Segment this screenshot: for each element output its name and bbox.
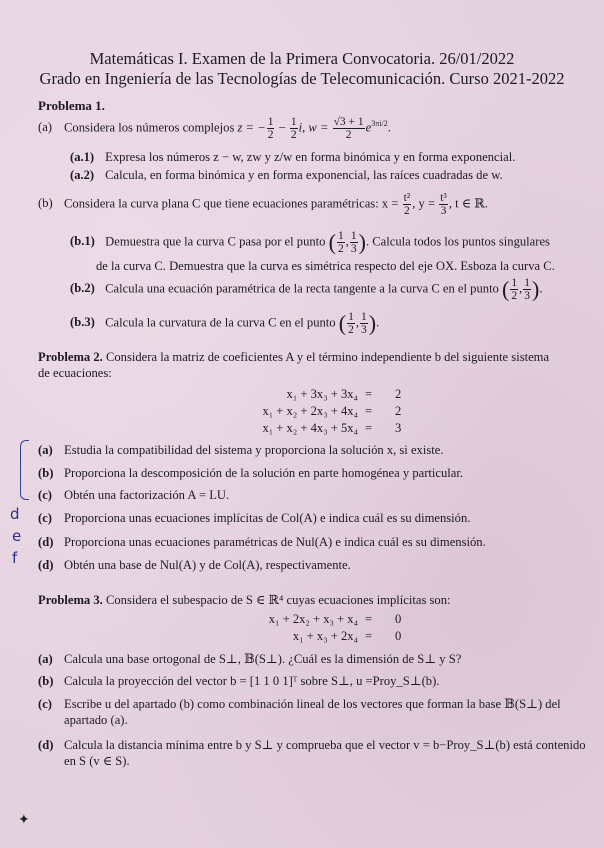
math: . [387,120,391,135]
equation-row [200,387,410,403]
equation-row [200,404,410,420]
item-text: Calcula la proyección del vector b = [1 1 0 1]ᵀ sobre S⊥, u =Proy_S⊥(b). [64,674,440,688]
list-item [38,652,461,667]
item-text: Considera la curva plana C que tiene ecuaciones paramétricas: x = [64,196,402,211]
item-text: Expresa los números z − w, zw y z/w en forma binómica y en forma exponencial. [105,150,516,164]
num: 1 [348,311,354,323]
item-label: (b) [38,466,54,480]
item-text: Proporciona unas ecuaciones paramétricas de Nul(A) e indica cuál es su dimensión. [64,535,486,549]
equation-lhs: x₁ + 3x₃ + 3x₄ [286,387,358,401]
num: √3 + 1 [333,116,364,128]
num: 1 [290,116,297,128]
item-label: (a) [38,120,52,135]
fraction [360,311,368,336]
exponent: 3πi/2 [371,119,388,129]
equation-sign: = [365,629,373,643]
fraction [267,116,275,141]
problem-2-intro [38,350,549,365]
equation-row [200,612,410,628]
num: t² [403,192,411,204]
intro-text: Considera el subespacio de S ∈ ℝ⁴ cuyas ecuaciones implícitas son: [102,593,451,607]
fraction [523,277,531,302]
problem-1a1 [70,150,515,165]
list-item [38,488,229,503]
equation-rhs: 2 [395,387,402,401]
fraction [333,116,365,141]
star-mark-icon: ✦ [18,812,30,828]
item-text: Escribe u del apartado (b) como combinación lineal de los vectores que forman la base 𝔹(S⊥) del [64,697,561,711]
problem-1b [38,192,488,217]
equation-sign: = [365,612,373,626]
math: z = − [237,120,266,135]
den: 3 [524,290,530,302]
num: 1 [524,277,530,289]
den: 2 [511,290,518,302]
den: 3 [350,243,357,255]
equation-rhs: 0 [395,612,402,626]
item-label: (b.2) [70,281,95,296]
equation-sign: = [365,387,373,401]
problem-1b1-line2: de la curva C. Demuestra que la curva es simétrica respecto del eje OX. Esboza la curva C. [96,259,555,273]
handwritten-letter: f [12,549,18,567]
equation-lhs: x₁ + x₂ + 4x₃ + 5x₄ [262,421,358,435]
item-text: Obtén una base de Nul(A) y de Col(A), respectivamente. [64,558,351,572]
handwritten-letter: d [10,505,20,523]
fraction [337,230,345,255]
problem-1b2: (b.2) Calcula una ecuación paramétrica de la recta tangente a la curva C en el punto ( $\frac{1}{2}$ , $\frac{1}{3}$ ). [70,276,543,302]
item-label: (d) [38,558,54,572]
list-item [38,443,443,458]
problem-1-title: Problema 1. [38,98,105,113]
fraction [347,311,355,336]
den: 2 [345,129,352,141]
item-text: Proporciona la descomposición de la solución en parte homogénea y particular. [64,466,464,480]
item-label: (a) [38,443,53,457]
handwritten-letter: e [12,527,22,545]
fraction [510,277,518,302]
math: , [519,281,523,296]
num: 1 [267,116,274,128]
math: , [355,315,359,330]
math: . [539,281,543,296]
problem-2-intro-line2: de ecuaciones: [38,366,112,380]
exam-title: Matemáticas I. Examen de la Primera Convocatoria. 26/01/2022 [89,49,515,68]
list-item [38,738,586,753]
den: 2 [267,129,274,141]
list-item [38,697,561,712]
problem-1a2 [70,168,503,183]
item-text: Obtén una factorización A = LU. [64,488,230,502]
equation-lhs: x₁ + 2x₂ + x₃ + x₄ [268,612,358,626]
list-item [38,674,439,689]
fraction [290,116,298,141]
item-text: Calcula una base ortogonal de S⊥, 𝔹(S⊥). ¿Cuál es la dimensión de S⊥ y S? [64,652,462,666]
item-label: (c) [38,697,52,711]
problem-3-intro [38,593,451,608]
item-label: (a.2) [70,168,95,182]
intro-text: Considera la matriz de coeficientes A y el término independiente b del siguiente sistema [102,350,550,364]
list-item [38,511,470,526]
num: t³ [440,192,447,204]
math: i, w = [298,120,332,135]
den: 2 [337,243,344,255]
list-item [38,558,351,573]
item-label: (c) [38,511,52,525]
equation-row [200,421,410,437]
num: 1 [360,311,367,323]
equation-row [200,629,410,645]
equation-sign: = [365,404,373,418]
item-label: (b.3) [70,315,95,330]
math: , [345,234,349,249]
fraction [403,192,412,217]
item-label: (c) [38,488,52,502]
item-text: Calcula, en forma binómica y en forma exponencial, las raíces cuadradas de w. [105,168,503,182]
math: , t ∈ ℝ. [448,196,488,211]
item-label: (d) [38,535,54,549]
item-text: Proporciona unas ecuaciones implícitas de Col(A) e indica cuál es su dimensión. [64,511,471,525]
list-item [38,466,463,481]
fraction [350,230,358,255]
item-text-continued: en S (v ∈ S). [64,754,130,768]
math: , y = [412,196,439,211]
item-text: Calcula la distancia mínima entre b y S⊥ y comprueba que el vector v = b−Proy_S⊥(b) está contenido [64,738,586,752]
den: 2 [290,129,297,141]
item-text: Demuestra que la curva C pasa por el punto [105,234,329,249]
item-text: Considera los números complejos [64,120,238,135]
math: − [275,120,289,135]
item-text: Calcula una ecuación paramétrica de la recta tangente a la curva C en el punto [105,281,503,296]
den: 2 [348,324,354,336]
den: 3 [360,324,367,336]
item-text: Calcula la curvatura de la curva C en el punto [105,315,339,330]
item-text: Estudia la compatibilidad del sistema y proporciona la solución x, si existe. [64,443,444,457]
item-label: (b) [38,196,53,211]
item-text: . Calcula todos los puntos singulares [365,234,550,249]
problem-1b3: (b.3) Calcula la curvatura de la curva C en el punto ( $\frac{1}{2}$ , $\frac{1}{3}$ ). [70,310,380,336]
equation-rhs: 3 [395,421,402,435]
num: 1 [511,277,518,289]
item-label: (b) [38,674,54,688]
problem-2-title: Problema 2. [38,350,103,364]
equation-rhs: 2 [395,404,402,418]
list-item [38,535,486,550]
den: 3 [440,205,447,217]
exam-subtitle: Grado en Ingeniería de las Tecnologías de Telecomunicación. Curso 2021-2022 [39,69,565,88]
equation-lhs: x₁ + x₂ + 2x₃ + 4x₄ [262,404,358,418]
equation-lhs: x₁ + x₃ + 2x₄ [292,629,358,643]
problem-1b1: (b.1) Demuestra que la curva C pasa por el punto ( $\frac{1}{2}$ , $\frac{1}{3}$ ). Calcula todos los puntos singulares [70,229,550,255]
problem-3-title: Problema 3. [38,593,103,607]
math: . [376,315,380,330]
fraction [439,192,448,217]
den: 2 [404,205,410,217]
math: e [365,120,372,135]
equation-sign: = [365,421,373,435]
pen-bracket-mark [20,440,29,500]
num: 1 [337,230,344,242]
problem-1a [38,116,391,141]
equation-rhs: 0 [395,629,402,643]
num: 1 [350,230,357,242]
item-label: (a) [38,652,53,666]
item-label: (a.1) [70,150,95,164]
item-label: (b.1) [70,234,95,249]
item-text-continued: apartado (a). [64,713,128,727]
item-label: (d) [38,738,54,752]
